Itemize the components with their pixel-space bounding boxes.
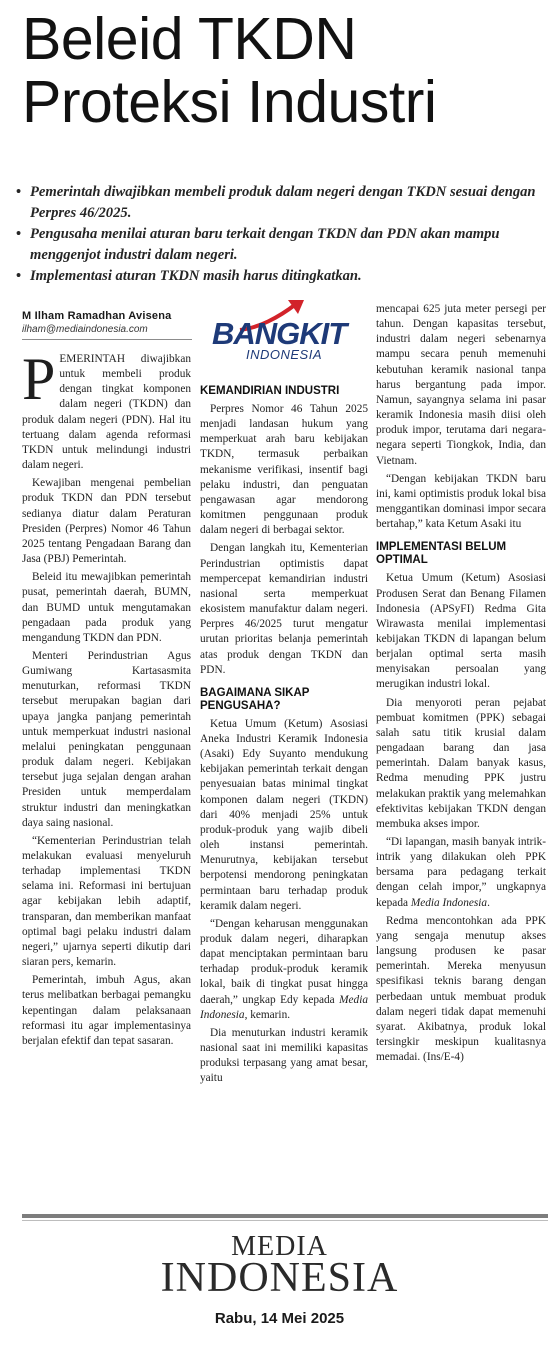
paragraph: “Kementerian Perindustrian telah melakukan evaluasi menyeluruh terhadap implementasi TKDN selama ini. Reformasi ini bertujuan agar kebijakan lebih adaptif, transparan, dan memberikan manfaat optimal bagi pelaku industri dalam negeri,” ujarnya seperti dikutip dari siaran pers, kemarin.: [22, 834, 191, 969]
bangkit-indonesia-logo: [206, 298, 366, 370]
paragraph: “Dengan keharusan menggunakan produk dalam negeri, diharapkan dapat menciptakan permintaan baru terhadap produk-produk keramik lokal, baik di tingkat pusat hingga daerah,” ungkap Edy kepada Media Indonesia, kemarin.: [200, 917, 368, 1021]
byline: [22, 309, 192, 340]
author-email: ilham@mediaindonesia.com: [22, 324, 148, 335]
author-name: M Ilham Ramadhan Avisena: [22, 310, 172, 322]
paragraph: Dia menyoroti peran pejabat pembuat komitmen (PPK) sebagai salah satu titik krusial dalam pengadaan barang dan jasa pemerintah. Dalam banyak kasus, Redma menuding PPK justru melakukan praktik yang melemahkan efektivitas kebijakan TKDN dengan membuka akses impor.: [376, 696, 546, 830]
logo-subword: INDONESIA: [246, 347, 323, 362]
paragraph: Menteri Perindustrian Agus Gumiwang Kartasasmita menuturkan, reformasi TKDN tersebut merupakan bagian dari upaya jangka panjang pemerintah untuk memperkuat industri nasional melalui peningkatan penggunaan produk dalam negeri. Kebijakan tersebut juga sejalan dengan arahan Presiden untuk memperdalam struktur industri dan meningkatkan daya saing nasional.: [22, 649, 191, 829]
paragraph: “Dengan kebijakan TKDN baru ini, kami optimistis produk lokal bisa menggantikan dominasi impor secara bertahap,” kata Ketum Asaki itu: [376, 472, 546, 531]
article-column-2: [200, 385, 368, 1090]
section-heading: IMPLEMENTASI BELUM OPTIMAL: [376, 541, 507, 567]
footer-divider: [22, 1214, 548, 1218]
publication-name: Media Indonesia: [200, 993, 368, 1021]
logo-word: BANGKIT: [212, 316, 347, 351]
section-heading: BAGAIMANA SIKAP PENGUSAHA?: [200, 686, 310, 712]
paragraph: “Di lapangan, masih banyak intrik-intrik yang dilakukan oleh PPK bersama para pedagang terkait dengan celah impor,” ungkapnya kepada Media Indonesia.: [376, 836, 546, 909]
drop-cap: P: [22, 346, 56, 412]
lead-paragraph: PEMERINTAH diwajibkan untuk membeli produk dengan tingkat komponen dalam negeri (TKDN) dan produk dalam negeri (PDN). Hal itu tertuang dalam agenda reformasi TKDN untuk melindungi industri dalam negeri.: [22, 346, 191, 472]
paragraph: Pemerintah, imbuh Agus, akan terus melibatkan berbagai pemangku kepentingan dalam pelaksanaan reformasi itu agar implementasinya berjalan efektif dan tepat sasaran.: [22, 974, 191, 1047]
paragraph: mencapai 625 juta meter persegi per tahun. Dengan kapasitas tersebut, industri dalam negeri sebenarnya mampu secara penuh memenuhi kebutuhan keramik nasional tanpa harus bergantung pada impor. Namun, sayangnya selama ini pasar keramik Indonesia masih diisi oleh produk impor, terutama dari negara-negara seperti Tiongkok, India, dan Vietnam.: [376, 303, 546, 467]
paragraph: Redma mencontohkan ada PPK yang sengaja menutup akses langsung produsen ke pasar pemerintah. Mereka menyusun spesifikasi teknis barang dengan perbedaan untuk membuat produk dalam negeri tidak dapat memenuhi syarat. Akibatnya, produk lokal tersingkir meskipun kualitasnya memadai. (Ins/E-4): [376, 914, 546, 1064]
footer-divider-thin: [22, 1220, 548, 1221]
paragraph: Perpres Nomor 46 Tahun 2025 menjadi landasan hukum yang memperkuat arah baru kebijakan TKDN, termasuk perbaikan mekanisme verifikasi, insentif bagi pelaku industri, dan penguatan pengawasan agar mendorong komitmen penggunaan produk dalam negeri di berbagai sektor.: [200, 403, 368, 537]
paragraph: Kewajiban mengenai pembelian produk TKDN dan PDN tersebut sedianya diatur dalam Peraturan Presiden (Perpres) Nomor 46 Tahun 2025 tentang Pengadaan Barang dan Jasa (PBJ) Pemerintah.: [22, 477, 191, 566]
byline-divider: [22, 339, 192, 340]
summary-bullets: [14, 182, 544, 288]
paragraph: Dia menuturkan industri keramik nasional saat ini memiliki kapasitas produksi terpasang yang amat besar, yaitu: [200, 1026, 368, 1085]
paragraph: Dengan langkah itu, Kementerian Perindustrian optimistis dapat mempercepat kemandirian industri nasional serta memperkuat ekosistem manufaktur dalam negeri. Perpres 46/2025 turut mengatur urutan prioritas belanja pemerintah atas produk dengan TKDN dan PDN.: [200, 542, 368, 676]
masthead-media: MEDIA: [231, 1231, 328, 1262]
publication-date: Rabu, 14 Mei 2025: [214, 1310, 345, 1327]
paragraph: Ketua Umum (Ketum) Asosiasi Aneka Industri Keramik Indonesia (Asaki) Edy Suyanto mendukung kebijakan pemerintah terkait dengan penyesuaian batas minimal tingkat komponen dalam negeri (TKDN) dari 40% menjadi 25% untuk produk-produk yang wajib dibeli oleh instansi pemerintah. Menurutnya, kebijakan tersebut berpotensi mendorong peningkatan permintaan baru terhadap produk keramik dalam negeri.: [200, 717, 368, 912]
article-column-1: [22, 346, 191, 1052]
article-column-3: [376, 302, 546, 1068]
headline: Beleid TKDN Proteksi Industri: [22, 6, 437, 135]
paragraph: Beleid itu mewajibkan pemerintah pusat, pemerintah daerah, BUMN, dan BUMD untuk mengutamakan pengadaan pada produk yang mengandung TKDN dan PDN.: [22, 571, 191, 644]
section-heading: KEMANDIRIAN INDUSTRI: [200, 385, 340, 397]
summary-bullet: • Implementasi aturan TKDN masih harus ditingkatkan.: [14, 266, 544, 287]
summary-bullet: • Pemerintah diwajibkan membeli produk dalam negeri dengan TKDN sesuai dengan Perpres 46/2025.: [14, 182, 544, 223]
masthead-indonesia: INDONESIA: [160, 1255, 399, 1301]
publication-name: Media Indonesia: [410, 896, 488, 909]
paragraph: Ketua Umum (Ketum) Asosiasi Produsen Serat dan Benang Filamen Indonesia (APSyFI) Redma Gita Wirawasta menilai implementasi kebijakan TKDN di lapangan belum berjalan optimal serta masih menyisakan persoalan yang merugikan industri lokal.: [376, 572, 546, 691]
summary-bullet: • Pengusaha menilai aturan baru terkait dengan TKDN dan PDN akan mampu menggenjot industri dalam negeri.: [14, 224, 544, 265]
